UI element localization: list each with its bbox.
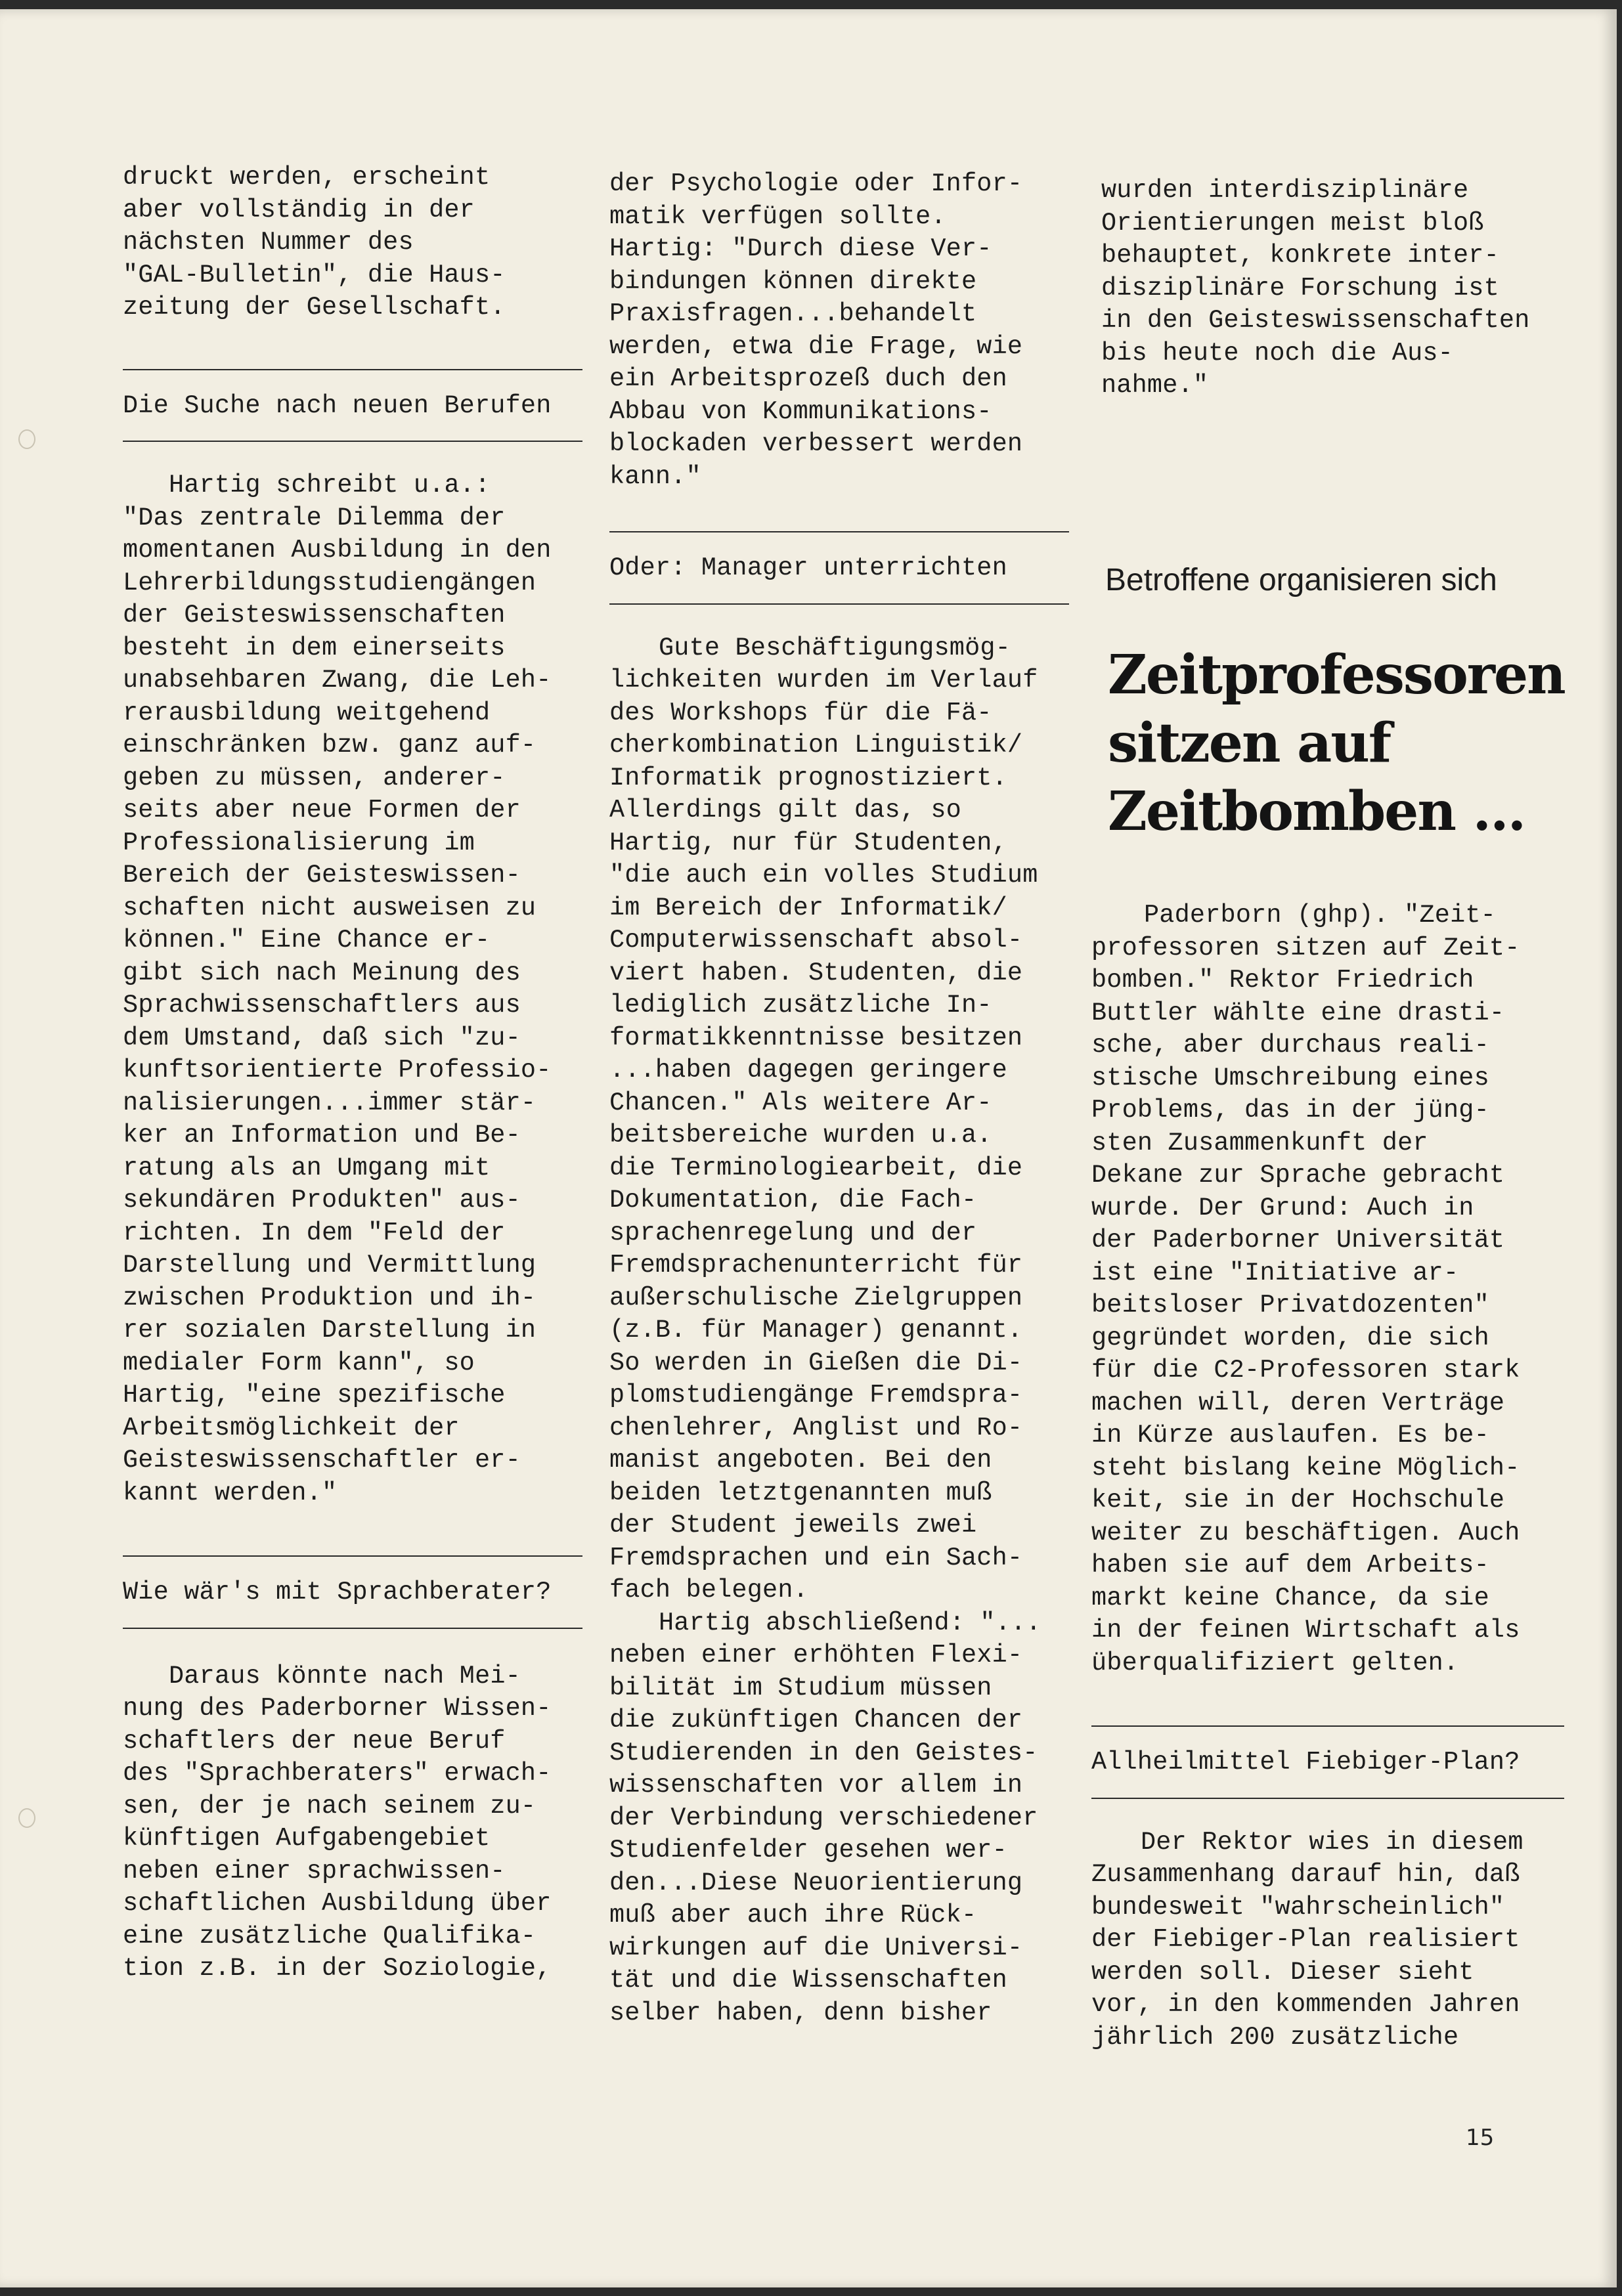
text-line: vor, in den kommenden Jahren xyxy=(1091,1990,1520,2019)
text-line: ist eine "Initiative ar- xyxy=(1091,1258,1459,1288)
text-line: geben zu müssen, anderer- xyxy=(123,763,506,792)
text-line: matik verfügen sollte. xyxy=(609,202,946,231)
text-line: Allerdings gilt das, so xyxy=(609,796,961,825)
text-line: bis heute noch die Aus- xyxy=(1101,338,1453,368)
text-line: (z.B. für Manager) genannt. xyxy=(609,1316,1023,1345)
subheading-sprachberater: Wie wär's mit Sprachberater? xyxy=(123,1578,552,1607)
text-line: Gute Beschäftigungsmög- xyxy=(659,633,1011,662)
text-line: bilität im Studium müssen xyxy=(609,1673,992,1702)
text-line: wurden interdisziplinäre xyxy=(1101,176,1469,205)
text-line: sten Zusammenkunft der xyxy=(1091,1128,1428,1158)
text-line: Bereich der Geisteswissen- xyxy=(123,861,521,890)
text-line: gegründet worden, die sich xyxy=(1091,1323,1489,1353)
text-line: sen, der je nach seinem zu- xyxy=(123,1791,537,1821)
text-line: professoren sitzen auf Zeit- xyxy=(1091,933,1520,963)
text-line: Abbau von Kommunikations- xyxy=(609,397,992,426)
text-line: Dekane zur Sprache gebracht xyxy=(1091,1161,1505,1190)
text-line: selber haben, denn bisher xyxy=(609,1998,992,2027)
text-line: einschränken bzw. ganz auf- xyxy=(123,731,537,760)
text-line: künftigen Aufgabengebiet xyxy=(123,1824,491,1853)
headline-line: Zeitbomben ... xyxy=(1108,780,1525,843)
text-line: Buttler wählte eine drasti- xyxy=(1091,998,1505,1028)
text-line: tät und die Wissenschaften xyxy=(609,1966,1007,1995)
text-line: zeitung der Gesellschaft. xyxy=(123,293,506,322)
text-line: in Kürze auslaufen. Es be- xyxy=(1091,1421,1489,1450)
text-line: der Geisteswissenschaften xyxy=(123,601,506,630)
text-line: richten. In dem "Feld der xyxy=(123,1218,506,1247)
text-line: Studienfelder gesehen wer- xyxy=(609,1836,1007,1865)
text-line: neben einer sprachwissen- xyxy=(123,1856,506,1886)
text-line: neben einer erhöhten Flexi- xyxy=(609,1641,1023,1670)
text-line: plomstudiengänge Fremdspra- xyxy=(609,1381,1023,1410)
text-line: haben sie auf dem Arbeits- xyxy=(1091,1551,1489,1580)
text-line: Arbeitsmöglichkeit der xyxy=(123,1413,460,1442)
text-line: ein Arbeitsprozeß duch den xyxy=(609,364,1007,393)
text-line: der Student jeweils zwei xyxy=(609,1511,977,1540)
text-line: chenlehrer, Anglist und Ro- xyxy=(609,1413,1023,1442)
text-line: bomben." Rektor Friedrich xyxy=(1091,966,1474,995)
text-line: der Fiebiger-Plan realisiert xyxy=(1091,1925,1520,1954)
text-line: machen will, deren Verträge xyxy=(1091,1388,1505,1418)
punch-hole-mark xyxy=(18,429,35,449)
text-line: rerausbildung weitgehend xyxy=(123,698,491,727)
text-line: "GAL-Bulletin", die Haus- xyxy=(123,260,506,290)
text-line: des Workshops für die Fä- xyxy=(609,698,992,727)
text-line: Informatik prognostiziert. xyxy=(609,763,1007,792)
subheading-neue-berufe: Die Suche nach neuen Berufen xyxy=(123,391,552,420)
text-line: seits aber neue Formen der xyxy=(123,796,521,825)
text-line: behauptet, konkrete inter- xyxy=(1101,241,1499,270)
text-line: zwischen Produktion und ih- xyxy=(123,1283,537,1312)
text-line: So werden in Gießen die Di- xyxy=(609,1348,1023,1377)
text-line: schaften nicht ausweisen zu xyxy=(123,893,537,922)
text-line: blockaden verbessert werden xyxy=(609,429,1023,458)
text-line: Praxisfragen...behandelt xyxy=(609,299,977,328)
text-line: viert haben. Studenten, die xyxy=(609,958,1023,987)
text-line: besteht in dem einerseits xyxy=(123,633,506,662)
text-line: lichkeiten wurden im Verlauf xyxy=(609,666,1038,695)
text-line: können." Eine Chance er- xyxy=(123,926,491,955)
text-line: keit, sie in der Hochschule xyxy=(1091,1486,1505,1515)
text-line: Studierenden in den Geistes- xyxy=(609,1738,1038,1767)
subheading-fiebiger-plan: Allheilmittel Fiebiger-Plan? xyxy=(1091,1748,1520,1777)
text-line: schaftlichen Ausbildung über xyxy=(123,1889,552,1918)
text-line: rer sozialen Darstellung in xyxy=(123,1316,537,1345)
text-line: Fremdsprachenunterricht für xyxy=(609,1251,1023,1280)
text-line: Lehrerbildungsstudiengängen xyxy=(123,568,537,597)
text-line: der Verbindung verschiedener xyxy=(609,1803,1038,1832)
text-line: gibt sich nach Meinung des xyxy=(123,958,521,987)
text-line: fach belegen. xyxy=(609,1576,808,1605)
text-line: cherkombination Linguistik/ xyxy=(609,731,1023,760)
text-line: wissenschaften vor allem in xyxy=(609,1771,1023,1800)
text-line: nahme." xyxy=(1101,371,1209,400)
text-line: im Bereich der Informatik/ xyxy=(609,893,1007,922)
text-line: werden soll. Dieser sieht xyxy=(1091,1957,1474,1987)
text-line: Problems, das in der jüng- xyxy=(1091,1096,1489,1125)
text-line: Hartig: "Durch diese Ver- xyxy=(609,234,992,263)
article-column-1 xyxy=(123,162,582,1985)
headline-line: sitzen auf xyxy=(1108,712,1391,775)
text-line: bindungen können direkte xyxy=(609,267,977,296)
text-line: stische Umschreibung eines xyxy=(1091,1063,1489,1093)
text-line: der Psychologie oder Infor- xyxy=(609,169,1023,198)
text-line: sekundären Produkten" aus- xyxy=(123,1186,521,1215)
kicker-headline: Betroffene organisieren sich xyxy=(1105,563,1497,597)
headline-line: Zeitprofessoren xyxy=(1108,643,1565,706)
text-line: lediglich zusätzliche In- xyxy=(609,991,992,1020)
text-line: beiden letztgenannten muß xyxy=(609,1478,992,1507)
text-line: Darstellung und Vermittlung xyxy=(123,1251,537,1280)
text-line: Hartig, "eine spezifische xyxy=(123,1381,506,1410)
text-line: sche, aber durchaus reali- xyxy=(1091,1031,1489,1060)
text-line: Daraus könnte nach Mei- xyxy=(169,1661,521,1691)
text-line: disziplinäre Forschung ist xyxy=(1101,273,1499,303)
text-line: in den Geisteswissenschaften xyxy=(1101,306,1530,335)
text-line: Geisteswissenschaftler er- xyxy=(123,1446,521,1475)
text-line: medialer Form kann", so xyxy=(123,1348,475,1377)
text-line: manist angeboten. Bei den xyxy=(609,1446,992,1475)
text-line: ratung als an Umgang mit xyxy=(123,1153,491,1182)
text-line: nung des Paderborner Wissen- xyxy=(123,1694,552,1723)
text-line: momentanen Ausbildung in den xyxy=(123,536,552,565)
text-line: bundesweit "wahrscheinlich" xyxy=(1091,1892,1505,1922)
text-line: muß aber auch ihre Rück- xyxy=(609,1901,977,1930)
text-line: der Paderborner Universität xyxy=(1091,1226,1505,1255)
magazine-page xyxy=(0,9,1617,2287)
subheading-manager: Oder: Manager unterrichten xyxy=(609,553,1007,582)
text-line: druckt werden, erscheint xyxy=(123,163,491,192)
text-line: schaftlers der neue Beruf xyxy=(123,1726,506,1756)
text-line: kann." xyxy=(609,462,701,491)
text-line: des "Sprachberaters" erwach- xyxy=(123,1759,552,1788)
text-line: Paderborn (ghp). "Zeit- xyxy=(1144,901,1496,930)
text-line: für die C2-Professoren stark xyxy=(1091,1356,1520,1385)
article-column-2 xyxy=(609,168,1069,2029)
text-line: dem Umstand, daß sich "zu- xyxy=(123,1023,521,1052)
text-line: Fremdsprachen und ein Sach- xyxy=(609,1543,1023,1572)
text-line: die zukünftigen Chancen der xyxy=(609,1706,1023,1735)
text-line: Professionalisierung im xyxy=(123,828,475,857)
text-line: markt keine Chance, da sie xyxy=(1091,1583,1489,1613)
text-line: aber vollständig in der xyxy=(123,195,475,225)
article-column-3 xyxy=(1091,175,1564,402)
text-line: weiter zu beschäftigen. Auch xyxy=(1091,1518,1520,1548)
text-line: werden, etwa die Frage, wie xyxy=(609,332,1023,361)
text-line: Sprachwissenschaftlers aus xyxy=(123,991,521,1020)
text-line: wurde. Der Grund: Auch in xyxy=(1091,1193,1474,1223)
article-column-3-body xyxy=(1091,899,1564,2054)
page-number: 15 xyxy=(1466,2125,1495,2151)
text-line: steht bislang keine Möglich- xyxy=(1091,1453,1520,1483)
text-line: Computerwissenschaft absol- xyxy=(609,926,1023,955)
punch-hole-mark xyxy=(18,1808,35,1828)
text-line: ...haben dagegen geringere xyxy=(609,1056,1007,1085)
text-line: Orientierungen meist bloß xyxy=(1101,208,1484,238)
text-line: Hartig schreibt u.a.: xyxy=(169,471,491,500)
text-line: Chancen." Als weitere Ar- xyxy=(609,1088,992,1117)
text-line: ker an Information und Be- xyxy=(123,1121,521,1150)
text-line: formatikkenntnisse besitzen xyxy=(609,1023,1023,1052)
text-line: nächsten Nummer des xyxy=(123,228,414,257)
text-line: den...Diese Neuorientierung xyxy=(609,1868,1023,1897)
text-line: überqualifiziert gelten. xyxy=(1091,1648,1459,1678)
main-headline xyxy=(1108,641,1565,846)
text-line: kunftsorientierte Professio- xyxy=(123,1056,552,1085)
text-line: "Das zentrale Dilemma der xyxy=(123,503,506,532)
text-line: beitsloser Privatdozenten" xyxy=(1091,1291,1489,1320)
text-line: wirkungen auf die Universi- xyxy=(609,1933,1023,1962)
text-line: nalisierungen...immer stär- xyxy=(123,1088,537,1117)
text-line: in der feinen Wirtschaft als xyxy=(1091,1616,1520,1645)
text-line: Der Rektor wies in diesem xyxy=(1141,1827,1523,1857)
text-line: jährlich 200 zusätzliche xyxy=(1091,2022,1459,2052)
text-line: sprachenregelung und der xyxy=(609,1218,977,1247)
text-line: die Terminologiearbeit, die xyxy=(609,1153,1023,1182)
text-line: Hartig abschließend: "... xyxy=(659,1608,1041,1637)
text-line: beitsbereiche wurden u.a. xyxy=(609,1121,992,1150)
text-line: eine zusätzliche Qualifika- xyxy=(123,1921,537,1951)
text-line: Zusammenhang darauf hin, daß xyxy=(1091,1860,1520,1889)
text-line: Dokumentation, die Fach- xyxy=(609,1186,977,1215)
text-line: außerschulische Zielgruppen xyxy=(609,1283,1023,1312)
text-line: "die auch ein volles Studium xyxy=(609,861,1038,890)
text-line: kannt werden." xyxy=(123,1478,338,1507)
text-line: unabsehbaren Zwang, die Leh- xyxy=(123,666,552,695)
text-line: tion z.B. in der Soziologie, xyxy=(123,1954,552,1983)
text-line: Hartig, nur für Studenten, xyxy=(609,828,1007,857)
